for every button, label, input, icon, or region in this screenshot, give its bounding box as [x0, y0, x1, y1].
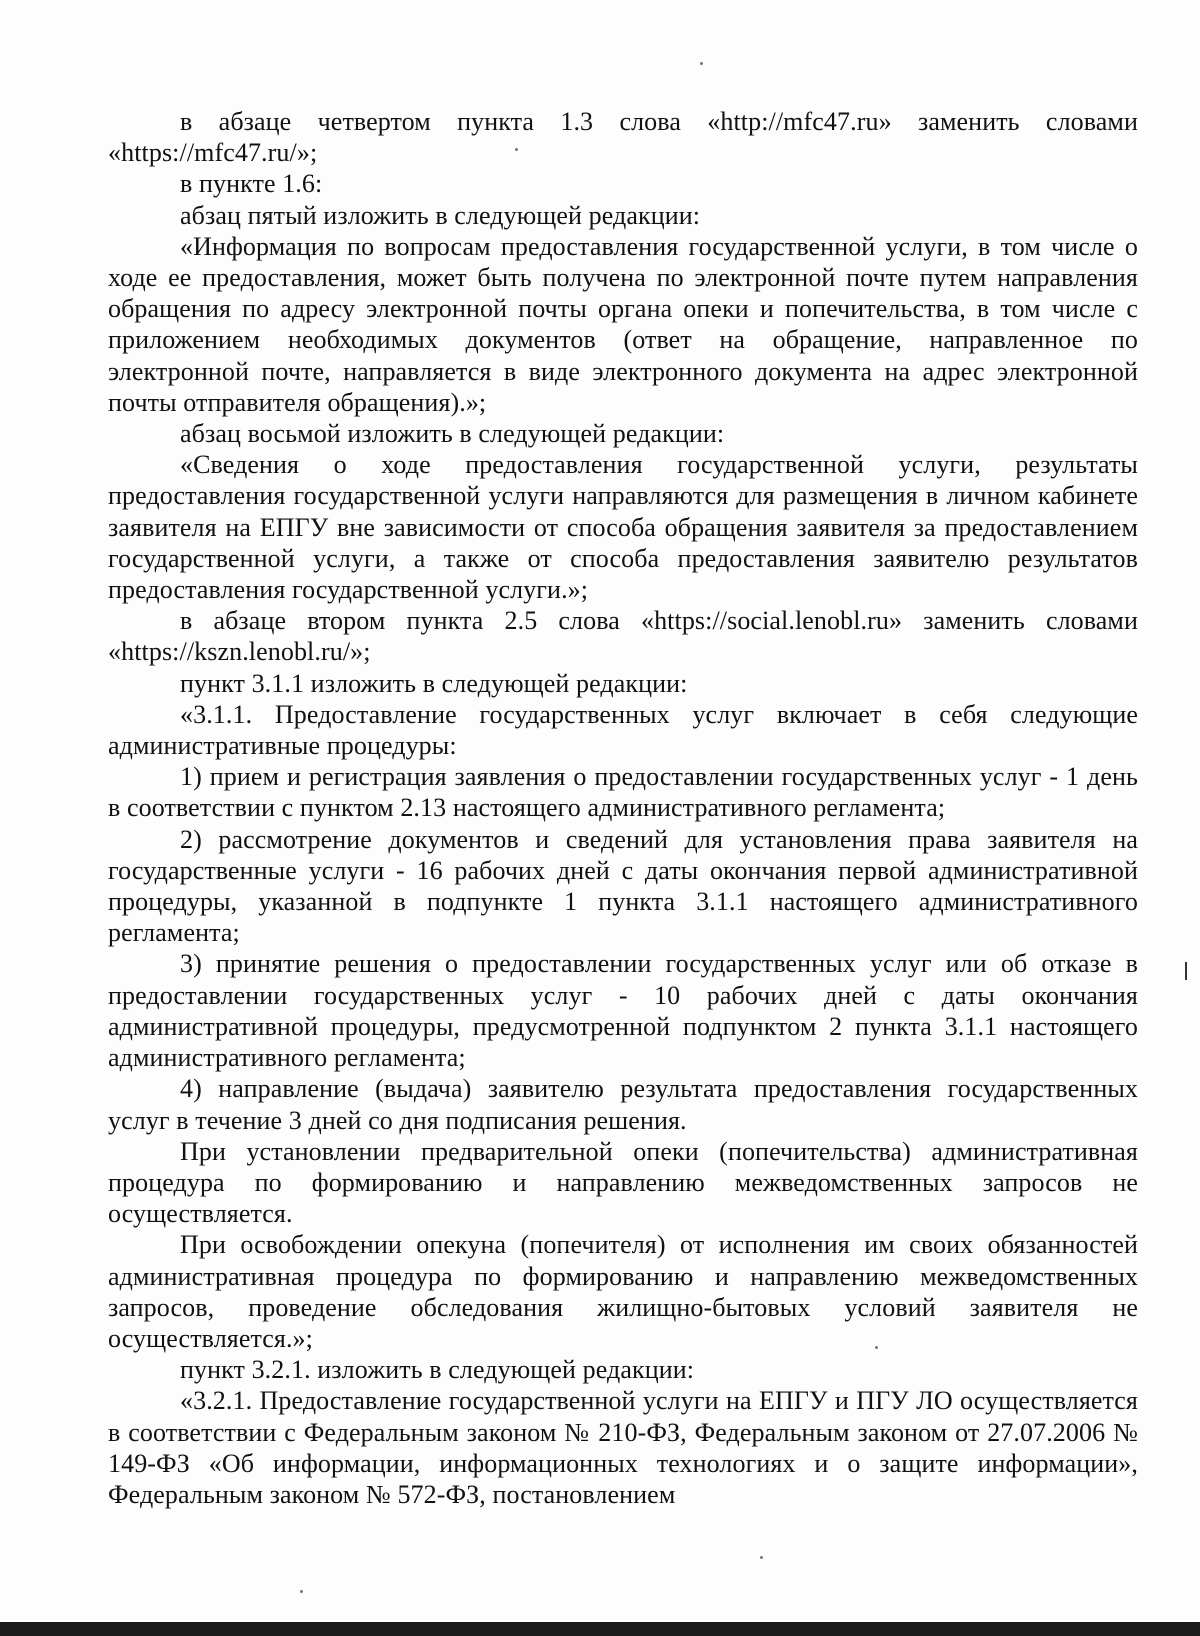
paragraph-10: 1) прием и регистрация заявления о предоставлении государственных услуг - 1 день в соответствии с пунктом 2.13 настоящего административного регламента; — [108, 762, 1138, 823]
paragraph-17: «3.2.1. Предоставление государственной услуги на ЕПГУ и ПГУ ЛО осуществляется в соответствии с Федеральным законом № 210-ФЗ, Федеральным законом от 27.07.2006 № 149-ФЗ «Об информации, информационных технологиях и о защите информации», Федеральным законом № 572-ФЗ, постановлением — [108, 1386, 1138, 1509]
paragraph-2: в пункте 1.6: — [180, 169, 323, 199]
scan-edge-mark — [1185, 962, 1187, 980]
paragraph-8: пункт 3.1.1 изложить в следующей редакции: — [180, 668, 688, 698]
paragraph-12: 3) принятие решения о предоставлении государственных услуг или об отказе в предоставлении государственных услуг - 10 рабочих дней с даты окончания административной процедуры, предусмотренной подпунктом 2 пункта 3.1.1 настоящего административного регламента; — [108, 949, 1138, 1073]
document-body — [108, 106, 1138, 1510]
paragraph-6: «Сведения о ходе предоставления государственной услуги, результаты предоставления государственной услуги направляются для размещения в личном кабинете заявителя на ЕПГУ вне зависимости от способа обращения заявителя за предоставлением государственной услуги, а также от способа предоставления заявителю результатов предоставления государственной услуги.»; — [108, 450, 1138, 605]
scan-bottom-border — [0, 1622, 1200, 1636]
paragraph-4: «Информация по вопросам предоставления государственной услуги, в том числе о ходе ее предоставления, может быть получена по электронной почте путем направления обращения по адресу электронной почты органа опеки и попечительства, в том числе с приложением необходимых документов (ответ на обращение, направленное по электронной почте, направляется в виде электронного документа на адрес электронной почты отправителя обращения).»; — [108, 231, 1138, 417]
paragraph-15: При освобождении опекуна (попечителя) от исполнения им своих обязанностей административная процедура по формированию и направлению межведомственных запросов, проведение обследования жилищно-бытовых условий заявителя не осуществляется.»; — [108, 1230, 1138, 1353]
paragraph-1: в абзаце четвертом пункта 1.3 слова «http://mfc47.ru» заменить словами «https://mfc47.ru/»; — [108, 107, 1138, 168]
paragraph-5: абзац восьмой изложить в следующей редакции: — [180, 419, 725, 449]
scan-speck — [515, 148, 518, 151]
scan-speck — [760, 1556, 763, 1559]
scan-speck — [700, 62, 703, 65]
paragraph-16: пункт 3.2.1. изложить в следующей редакции: — [180, 1355, 695, 1385]
paragraph-9: «3.1.1. Предоставление государственных услуг включает в себя следующие административные процедуры: — [108, 699, 1138, 761]
scan-speck — [300, 1590, 303, 1593]
paragraph-13: 4) направление (выдача) заявителю результата предоставления государственных услуг в течение 3 дней со дня подписания решения. — [108, 1074, 1138, 1135]
paragraph-14: При установлении предварительной опеки (попечительства) административная процедура по формированию и направлению межведомственных запросов не осуществляется. — [108, 1136, 1138, 1229]
paragraph-11: 2) рассмотрение документов и сведений для установления права заявителя на государственные услуги - 16 рабочих дней с даты окончания первой административной процедуры, указанной в подпункте 1 пункта 3.1.1 настоящего административного регламента; — [108, 824, 1138, 948]
paragraph-3: абзац пятый изложить в следующей редакции: — [180, 200, 701, 230]
paragraph-7: в абзаце втором пункта 2.5 слова «https://social.lenobl.ru» заменить словами «https://kszn.lenobl.ru/»; — [108, 606, 1138, 667]
scan-speck — [875, 1346, 878, 1349]
